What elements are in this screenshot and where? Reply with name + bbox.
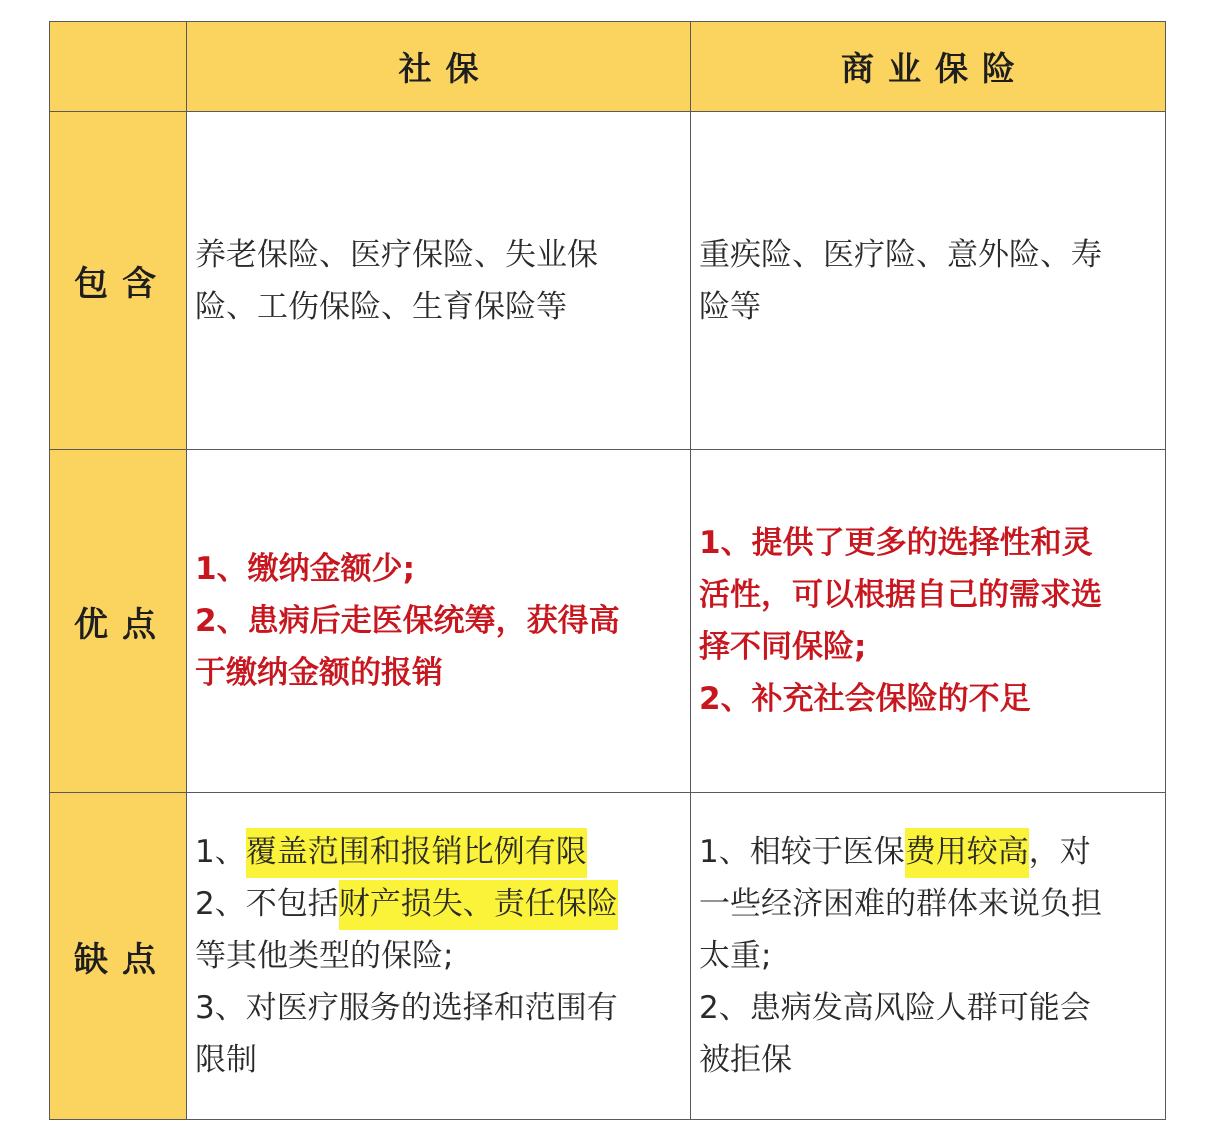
- cell-text-line: [195, 930, 680, 982]
- row-label-coverage: 包含: [50, 112, 187, 450]
- cell-text-line: [699, 1034, 1155, 1086]
- text-segment: 险等: [699, 288, 761, 325]
- cell-text-line: [699, 229, 1155, 281]
- header-commercial-insurance: 商业保险: [691, 22, 1165, 112]
- cell-advantages-social: [187, 450, 691, 793]
- comparison-table: [49, 21, 1166, 1120]
- text-segment: 1、: [195, 834, 246, 870]
- cell-text-line: [699, 982, 1155, 1034]
- text-segment: 养老保险、医疗保险、失业保: [195, 236, 598, 273]
- cell-text-line: [699, 281, 1155, 333]
- cell-text-line: [195, 878, 680, 930]
- cell-text-line: [699, 826, 1155, 878]
- text-segment: 被拒保: [699, 1042, 792, 1078]
- text-segment: 2、患病发高风险人群可能会: [699, 990, 1091, 1026]
- cell-text-line: [195, 1034, 680, 1086]
- cell-text-line: [195, 229, 680, 281]
- text-segment: 1、缴纳金额少;: [195, 551, 415, 587]
- text-segment: ，对: [1028, 834, 1091, 870]
- text-segment: 险、工伤保险、生育保险等: [195, 288, 567, 325]
- text-segment: 太重;: [699, 938, 772, 974]
- cell-text-line: [195, 595, 680, 647]
- cell-text-line: [195, 982, 680, 1034]
- cell-coverage-social: [187, 112, 691, 450]
- cell-text-line: [699, 569, 1155, 621]
- highlighted-text: 覆盖范围和报销比例有限: [246, 828, 587, 878]
- cell-coverage-commercial: [691, 112, 1165, 450]
- text-segment: 限制: [195, 1042, 257, 1078]
- header-social-insurance: 社保: [187, 22, 691, 112]
- text-segment: 1、相较于医保: [699, 834, 905, 870]
- cell-text-line: [699, 930, 1155, 982]
- cell-text-line: [195, 826, 680, 878]
- row-label-disadvantages: 缺点: [50, 793, 187, 1119]
- cell-text-line: [195, 647, 680, 699]
- text-segment: 等其他类型的保险;: [195, 938, 454, 974]
- cell-text-line: [699, 621, 1155, 673]
- text-segment: 择不同保险;: [699, 629, 867, 665]
- text-segment: 2、补充社会保险的不足: [699, 681, 1031, 717]
- header-corner-cell: [50, 22, 187, 112]
- cell-text-line: [699, 517, 1155, 569]
- cell-text-line: [699, 673, 1155, 725]
- cell-disadvantages-commercial: [691, 793, 1165, 1119]
- highlighted-text: 财产损失、责任保险: [339, 880, 618, 930]
- text-segment: 一些经济困难的群体来说负担: [699, 886, 1102, 922]
- cell-text-line: [195, 281, 680, 333]
- row-label-advantages: 优点: [50, 450, 187, 793]
- text-segment: 2、患病后走医保统筹，获得高: [195, 603, 620, 639]
- text-segment: 3、对医疗服务的选择和范围有: [195, 990, 618, 1026]
- cell-text-line: [699, 878, 1155, 930]
- cell-text-line: [195, 543, 680, 595]
- highlighted-text: 费用较高: [905, 828, 1029, 878]
- text-segment: 于缴纳金额的报销: [195, 655, 443, 691]
- cell-advantages-commercial: [691, 450, 1165, 793]
- text-segment: 1、提供了更多的选择性和灵: [699, 525, 1093, 561]
- text-segment: 重疾险、医疗险、意外险、寿: [699, 236, 1102, 273]
- cell-disadvantages-social: [187, 793, 691, 1119]
- text-segment: 活性，可以根据自己的需求选: [699, 577, 1102, 613]
- text-segment: 2、不包括: [195, 886, 339, 922]
